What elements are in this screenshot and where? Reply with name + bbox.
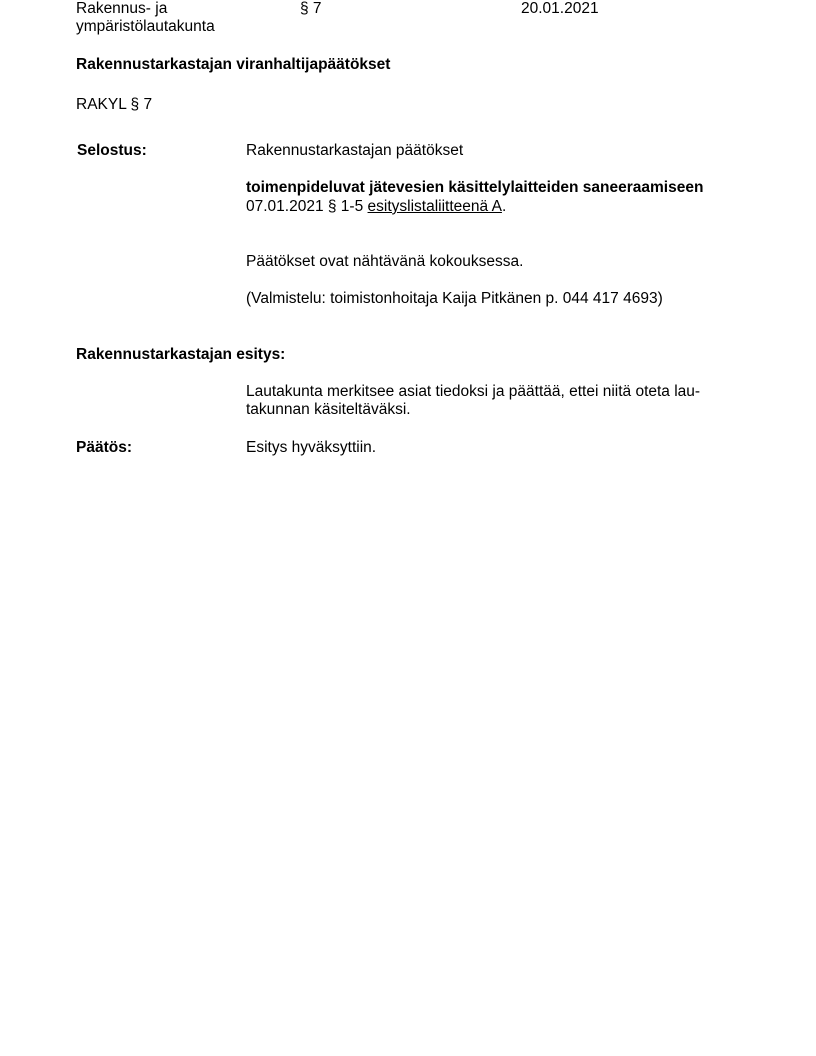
- decision-label: Päätös:: [76, 439, 132, 456]
- selostus-label: Selostus:: [77, 142, 147, 159]
- page-title: Rakennustarkastajan viranhaltijapäätökset: [76, 56, 391, 73]
- selostus-viewable: Päätökset ovat nähtävänä kokouksessa.: [246, 253, 524, 270]
- selostus-line1: Rakennustarkastajan päätökset: [246, 142, 464, 159]
- selostus-date-line: [246, 198, 506, 216]
- meeting-date: 20.01.2021: [521, 0, 599, 17]
- selostus-preparer: (Valmistelu: toimistonhoitaja Kaija Pitkänen p. 044 417 4693): [246, 290, 663, 307]
- proposal-line2: takunnan käsiteltäväksi.: [246, 401, 411, 418]
- committee-name-line1: Rakennus- ja: [76, 0, 168, 17]
- decision-text: Esitys hyväksyttiin.: [246, 439, 377, 456]
- selostus-bold-line: toimenpideluvat jätevesien käsittelylaitteiden saneeraamiseen: [246, 179, 704, 196]
- reference-code: RAKYL § 7: [76, 96, 153, 113]
- committee-name-line2: ympäristölautakunta: [76, 18, 215, 35]
- period-text: .: [501, 198, 507, 215]
- section-number: § 7: [300, 0, 322, 17]
- proposal-label: Rakennustarkastajan esitys:: [76, 346, 286, 363]
- date-range-text: 07.01.2021 § 1-5: [246, 198, 368, 215]
- proposal-line1: Lautakunta merkitsee asiat tiedoksi ja päättää, ettei niitä oteta lau-: [246, 383, 701, 400]
- attachment-link[interactable]: esityslistaliitteenä A: [367, 198, 502, 215]
